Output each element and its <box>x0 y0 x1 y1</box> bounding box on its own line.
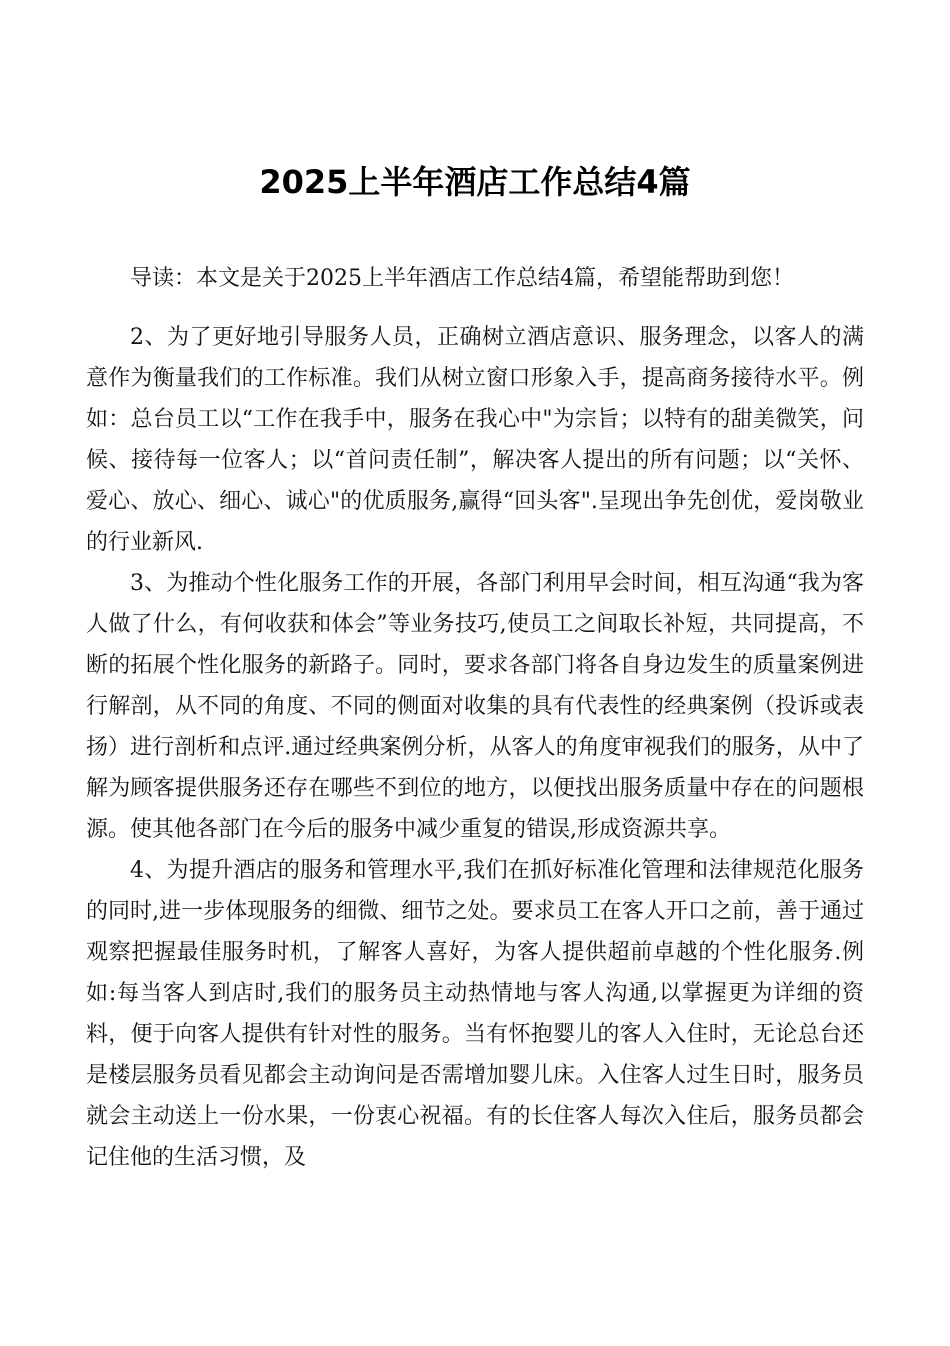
paragraph-2: 2、为了更好地引导服务人员，正确树立酒店意识、服务理念，以客人的满意作为衡量我们的工作标准。我们从树立窗口形象入手，提高商务接待水平。例如：总台员工以“工作在我手中，服务在我心中"为宗旨；以特有的甜美微笑，问候、接待每一位客人；以“首问责任制”，解决客人提出的所有问题；以“关怀、爱心、放心、细心、诚心"的优质服务,赢得“回头客".呈现出争先创优，爱岗敬业的行业新风. <box>86 325 864 555</box>
paragraph-4: 4、为提升酒店的服务和管理水平,我们在抓好标准化管理和法律规范化服务的同时,进一步体现服务的细微、细节之处。要求员工在客人开口之前，善于通过观察把握最佳服务时机，了解客人喜好，为客人提供超前卓越的个性化服务.例如:每当客人到店时,我们的服务员主动热情地与客人沟通,以掌握更为详细的资料，便于向客人提供有针对性的服务。当有怀抱婴儿的客人入住时，无论总台还是楼层服务员看见都会主动询问是否需增加婴儿床。入住客人过生日时，服务员就会主动送上一份水果，一份衷心祝福。有的长住客人每次入住后，服务员都会记住他的生活习惯，及 <box>86 858 864 1170</box>
intro-paragraph: 导读：本文是关于2025上半年酒店工作总结4篇，希望能帮助到您！ <box>130 266 794 291</box>
document-title: 2025上半年酒店工作总结4篇 <box>259 163 691 201</box>
document-body <box>86 258 864 1178</box>
paragraph-3: 3、为推动个性化服务工作的开展，各部门利用早会时间，相互沟通“我为客人做了什么，有何收获和体会”等业务技巧,使员工之间取长补短，共同提高，不断的拓展个性化服务的新路子。同时，要求各部门将各自身边发生的质量案例进行解剖，从不同的角度、不同的侧面对收集的具有代表性的经典案例（投诉或表扬）进行剖析和点评.通过经典案例分析，从客人的角度审视我们的服务，从中了解为顾客提供服务还存在哪些不到位的地方，以便找出服务质量中存在的问题根源。使其他各部门在今后的服务中减少重复的错误,形成资源共享。 <box>86 571 864 842</box>
